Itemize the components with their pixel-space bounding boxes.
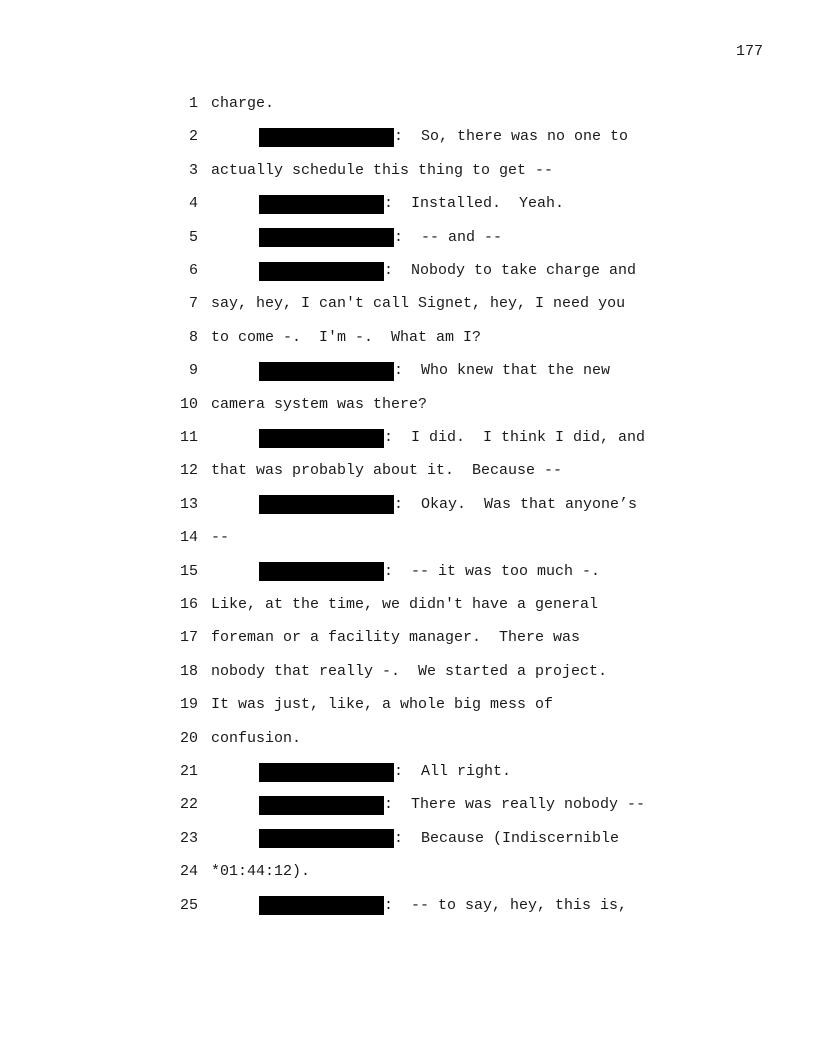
line-number: 11 (179, 429, 198, 446)
line-number: 9 (188, 362, 198, 380)
line-text: charge. (211, 95, 275, 112)
line-number: 23 (179, 829, 198, 847)
line-number: 19 (179, 696, 198, 714)
line-number: 4 (188, 195, 198, 213)
transcript-line (0, 194, 816, 214)
line-number: 18 (179, 662, 198, 680)
transcript-line (0, 294, 816, 314)
line-number: 21 (179, 763, 198, 780)
transcript-line (0, 896, 816, 916)
line-number: 20 (179, 729, 198, 747)
speaker-text: : -- it was too much -. (384, 562, 601, 580)
line-text: camera system was there? (211, 395, 428, 413)
transcript-line (0, 528, 816, 548)
transcript-line (0, 762, 816, 782)
speaker-text: : Okay. Was that anyone’s (394, 495, 638, 513)
line-text: It was just, like, a whole big mess of (211, 696, 554, 714)
speaker-turn (259, 127, 628, 147)
transcript-line (0, 428, 816, 448)
line-text: foreman or a facility manager. There was (211, 629, 581, 647)
line-number: 6 (188, 262, 198, 279)
line-number: 8 (188, 328, 198, 346)
speaker-turn (259, 896, 627, 916)
line-text: to come -. I'm -. What am I? (211, 328, 482, 346)
redacted-speaker-name (259, 262, 384, 281)
line-number: 10 (179, 395, 198, 413)
speaker-turn (259, 194, 564, 214)
transcript-line (0, 328, 816, 348)
line-number: 22 (179, 796, 198, 814)
line-number: 25 (179, 896, 198, 914)
speaker-text: : I did. I think I did, and (384, 429, 646, 446)
redacted-speaker-name (259, 429, 384, 448)
transcript-line (0, 395, 816, 415)
speaker-text: : Because (Indiscernible (394, 829, 620, 847)
speaker-turn (259, 795, 645, 815)
speaker-text: : Installed. Yeah. (384, 195, 565, 213)
line-number: 13 (179, 495, 198, 513)
speaker-text: : Who knew that the new (394, 362, 611, 380)
line-number: 7 (188, 295, 198, 313)
line-text: nobody that really -. We started a project. (211, 662, 608, 680)
speaker-text: : There was really nobody -- (384, 796, 646, 814)
speaker-turn (259, 361, 610, 381)
line-number: 2 (188, 128, 198, 146)
speaker-turn (259, 428, 645, 448)
redacted-speaker-name (259, 495, 394, 514)
redacted-speaker-name (259, 195, 384, 214)
transcript-line (0, 595, 816, 615)
redacted-speaker-name (259, 362, 394, 381)
line-text: actually schedule this thing to get -- (211, 161, 554, 179)
transcript-line (0, 562, 816, 582)
transcript-line (0, 495, 816, 515)
transcript-line (0, 695, 816, 715)
line-number: 17 (179, 629, 198, 647)
speaker-turn (259, 228, 502, 248)
line-number: 3 (188, 161, 198, 179)
redacted-speaker-name (259, 896, 384, 915)
transcript-line (0, 862, 816, 882)
transcript-line (0, 729, 816, 749)
redacted-speaker-name (259, 796, 384, 815)
line-number: 15 (179, 562, 198, 580)
line-number: 1 (188, 95, 198, 112)
redacted-speaker-name (259, 228, 394, 247)
transcript-line (0, 94, 816, 114)
page-number: 177 (735, 43, 763, 60)
line-number: 14 (179, 529, 198, 547)
redacted-speaker-name (259, 562, 384, 581)
line-number: 5 (188, 228, 198, 246)
redacted-speaker-name (259, 763, 394, 782)
transcript-line (0, 127, 816, 147)
line-text: Like, at the time, we didn't have a general (211, 596, 599, 613)
speaker-text: : -- to say, hey, this is, (384, 896, 628, 914)
line-number: 16 (179, 596, 198, 613)
line-text: that was probably about it. Because -- (211, 462, 563, 480)
transcript-line (0, 261, 816, 281)
redacted-speaker-name (259, 829, 394, 848)
transcript-line (0, 829, 816, 849)
transcript-line (0, 628, 816, 648)
transcript-line (0, 161, 816, 181)
speaker-turn (259, 562, 600, 582)
speaker-text: : So, there was no one to (394, 128, 629, 146)
speaker-text: : Nobody to take charge and (384, 262, 637, 279)
line-number: 24 (179, 863, 198, 881)
transcript-line (0, 361, 816, 381)
speaker-text: : -- and -- (394, 228, 503, 246)
redacted-speaker-name (259, 128, 394, 147)
transcript-line (0, 795, 816, 815)
transcript-line (0, 228, 816, 248)
line-text: say, hey, I can't call Signet, hey, I need you (211, 295, 626, 313)
transcript-line (0, 461, 816, 481)
speaker-text: : All right. (394, 763, 512, 780)
speaker-turn (259, 829, 619, 849)
line-text: *01:44:12). (211, 863, 311, 881)
line-number: 12 (179, 462, 198, 480)
speaker-turn (259, 495, 637, 515)
speaker-turn (259, 261, 636, 281)
transcript-line (0, 662, 816, 682)
line-text: confusion. (211, 729, 302, 747)
speaker-turn (259, 762, 511, 782)
line-text: -- (211, 529, 230, 547)
